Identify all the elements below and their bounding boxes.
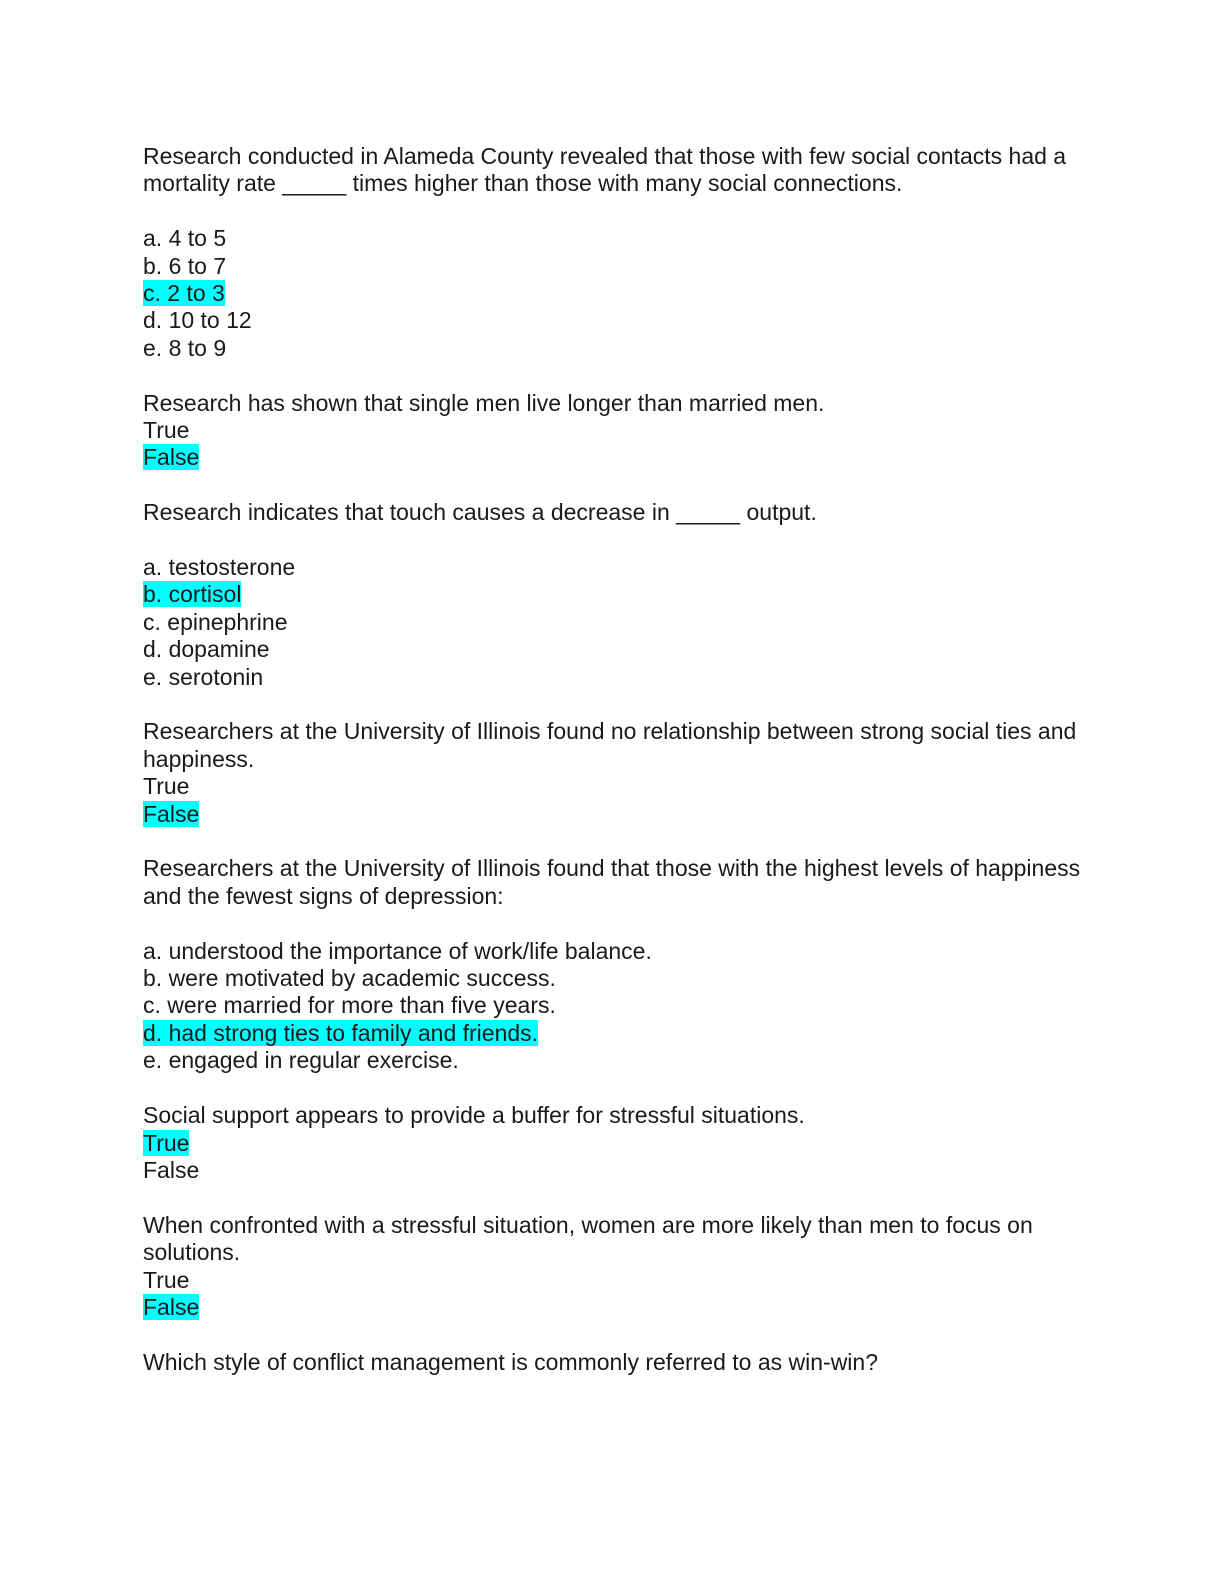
- answer-option-e: e. engaged in regular exercise.: [143, 1047, 459, 1074]
- answer-option-c-correct: c. 2 to 3: [143, 280, 225, 307]
- answer-option-a: a. testosterone: [143, 554, 296, 581]
- answer-options: [143, 773, 1093, 828]
- question-4: [143, 718, 1093, 828]
- answer-option-false-correct: False: [143, 800, 200, 827]
- answer-option-e: e. serotonin: [143, 663, 264, 690]
- answer-option-e: e. 8 to 9: [143, 334, 227, 361]
- answer-options: [143, 1267, 1093, 1322]
- answer-option-d-correct: d. had strong ties to family and friends.: [143, 1019, 539, 1046]
- question-stem: When confronted with a stressful situation, women are more likely than men to focus on solutions.: [143, 1211, 1033, 1266]
- answer-option-c: c. epinephrine: [143, 608, 288, 635]
- question-stem: Research has shown that single men live longer than married men.: [143, 389, 825, 416]
- answer-option-b-correct: b. cortisol: [143, 581, 242, 608]
- answer-option-true: True: [143, 417, 190, 444]
- answer-option-false: False: [143, 1156, 200, 1183]
- question-5: [143, 855, 1093, 1074]
- answer-option-b: b. were motivated by academic success.: [143, 965, 556, 992]
- question-stem: Research conducted in Alameda County revealed that those with few social contacts had a mortality rate _____ times higher than those with many social connections.: [143, 143, 1067, 197]
- question-3: [143, 499, 1093, 691]
- question-6: [143, 1102, 1093, 1184]
- answer-option-true: True: [143, 773, 190, 800]
- answer-options: [143, 938, 1093, 1075]
- answer-options: [143, 225, 1093, 362]
- question-1: [143, 143, 1093, 362]
- answer-option-c: c. were married for more than five years.: [143, 992, 556, 1019]
- question-stem: Researchers at the University of Illinois found no relationship between strong social ties and happiness.: [143, 718, 1077, 772]
- question-7: [143, 1212, 1093, 1322]
- document-page: [143, 143, 1093, 1404]
- answer-option-b: b. 6 to 7: [143, 252, 227, 279]
- answer-option-d: d. 10 to 12: [143, 307, 252, 334]
- question-2: [143, 390, 1093, 472]
- answer-option-false-correct: False: [143, 444, 200, 471]
- answer-options: [143, 1130, 1093, 1185]
- question-stem: Researchers at the University of Illinois found that those with the highest levels of happiness and the fewest signs of depression:: [143, 855, 1081, 909]
- answer-option-true-correct: True: [143, 1129, 190, 1156]
- answer-option-true: True: [143, 1266, 190, 1293]
- question-stem: Which style of conflict management is commonly referred to as win-win?: [143, 1348, 879, 1375]
- answer-options: [143, 417, 1093, 472]
- answer-option-d: d. dopamine: [143, 636, 270, 663]
- answer-options: [143, 554, 1093, 691]
- answer-option-a: a. understood the importance of work/life balance.: [143, 937, 652, 964]
- question-stem: Research indicates that touch causes a decrease in _____ output.: [143, 499, 817, 526]
- question-stem: Social support appears to provide a buffer for stressful situations.: [143, 1102, 805, 1129]
- answer-option-false-correct: False: [143, 1293, 200, 1320]
- answer-option-a: a. 4 to 5: [143, 225, 227, 252]
- question-8: [143, 1349, 1093, 1376]
